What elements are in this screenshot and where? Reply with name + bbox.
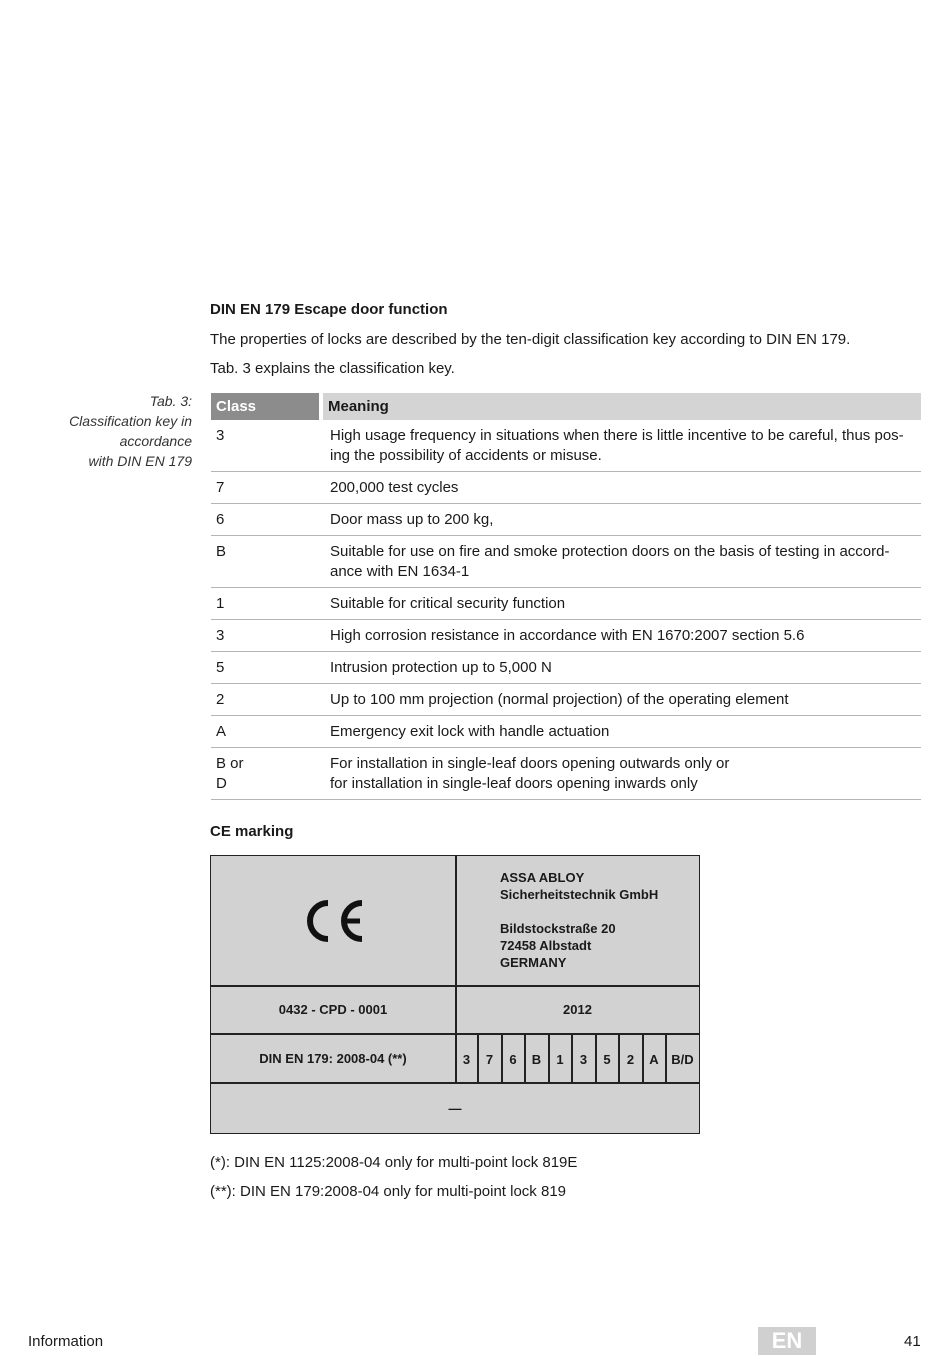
table-row	[211, 748, 921, 800]
ce-label	[210, 855, 700, 1134]
manufacturer-country: GERMANY	[500, 955, 567, 970]
table-caption-line: Classification key in	[69, 413, 192, 429]
table-row	[211, 652, 921, 684]
table-row	[211, 472, 921, 504]
class-cell: 3	[211, 620, 321, 652]
meaning-cell: Suitable for critical security function	[321, 588, 921, 620]
footnote: (*): DIN EN 1125:2008-04 only for multi-point lock 819E	[210, 1154, 578, 1171]
table-row	[211, 420, 921, 472]
class-cell: 6	[211, 504, 321, 536]
table-row	[211, 620, 921, 652]
address-spacer	[500, 903, 690, 920]
table-row	[211, 588, 921, 620]
ce-mark-icon	[298, 896, 368, 946]
meaning-cell: 200,000 test cycles	[321, 472, 921, 504]
meaning-cell: Door mass up to 200 kg,	[321, 504, 921, 536]
table-caption-line: with DIN EN 179	[88, 453, 192, 469]
meaning-cell: Suitable for use on fire and smoke protection doors on the basis of testing in accord- ance with EN 1634-1	[321, 536, 921, 588]
manufacturer-address	[500, 869, 690, 971]
manufacturer-company: Sicherheitstechnik GmbH	[500, 887, 659, 902]
table-reference-note: Tab. 3 explains the classification key.	[210, 360, 455, 377]
class-cell: B or D	[211, 748, 321, 800]
ce-mark-cell	[211, 856, 455, 985]
certificate-year: 2012	[563, 1002, 592, 1017]
classification-digit: 2	[626, 1051, 635, 1067]
class-cell: 1	[211, 588, 321, 620]
meaning-cell: Up to 100 mm projection (normal projection) of the operating element	[321, 684, 921, 716]
table-row	[211, 684, 921, 716]
classification-digit: A	[649, 1051, 659, 1067]
class-cell: B	[211, 536, 321, 588]
ce-heading: CE marking	[210, 823, 294, 840]
class-cell: A	[211, 716, 321, 748]
classification-digit: 7	[485, 1051, 494, 1067]
meaning-cell: Intrusion protection up to 5,000 N	[321, 652, 921, 684]
manufacturer-name: ASSA ABLOY	[500, 870, 585, 885]
language-badge: EN	[758, 1327, 816, 1355]
table-row	[211, 504, 921, 536]
classification-digit: 3	[579, 1051, 588, 1067]
class-cell: 5	[211, 652, 321, 684]
table-header-row	[211, 393, 921, 420]
classification-digit: 5	[603, 1051, 611, 1067]
header-class: Class	[211, 393, 321, 420]
classification-digit: 3	[462, 1051, 471, 1067]
manufacturer-city: 72458 Albstadt	[500, 938, 592, 953]
section-heading: DIN EN 179 Escape door function	[210, 301, 448, 318]
intro-paragraph: The properties of locks are described by the ten-digit classification key according to DIN EN 179.	[210, 331, 851, 348]
meaning-cell: High corrosion resistance in accordance with EN 1670:2007 section 5.6	[321, 620, 921, 652]
meaning-cell: High usage frequency in situations when there is little incentive to be careful, thus pos- ing the possibility of accidents or misuse.	[321, 420, 921, 472]
ce-bottom-row: —	[448, 1101, 462, 1116]
meaning-cell: For installation in single-leaf doors opening outwards only or for installation in single-leaf doors opening inwards only	[321, 748, 921, 800]
classification-table	[211, 393, 921, 800]
page-number: 41	[904, 1333, 921, 1350]
classification-digit: 1	[556, 1051, 564, 1067]
header-meaning: Meaning	[321, 393, 921, 420]
class-cell: 2	[211, 684, 321, 716]
classification-digit: 6	[509, 1051, 517, 1067]
standard-reference: DIN EN 179: 2008-04 (**)	[259, 1050, 407, 1066]
table-caption	[40, 391, 192, 471]
footer-section-label: Information	[28, 1333, 104, 1350]
table-caption-line: Tab. 3:	[149, 393, 192, 409]
classification-digit: B/D	[671, 1051, 694, 1067]
manufacturer-street: Bildstockstraße 20	[500, 921, 616, 936]
meaning-cell: Emergency exit lock with handle actuation	[321, 716, 921, 748]
class-cell: 7	[211, 472, 321, 504]
footnote: (**): DIN EN 179:2008-04 only for multi-point lock 819	[210, 1183, 567, 1200]
class-cell: 3	[211, 420, 321, 472]
certificate-number: 0432 - CPD - 0001	[278, 1002, 388, 1017]
table-caption-line: accordance	[119, 433, 192, 449]
table-row	[211, 536, 921, 588]
table-row	[211, 716, 921, 748]
classification-digit: B	[531, 1051, 542, 1067]
